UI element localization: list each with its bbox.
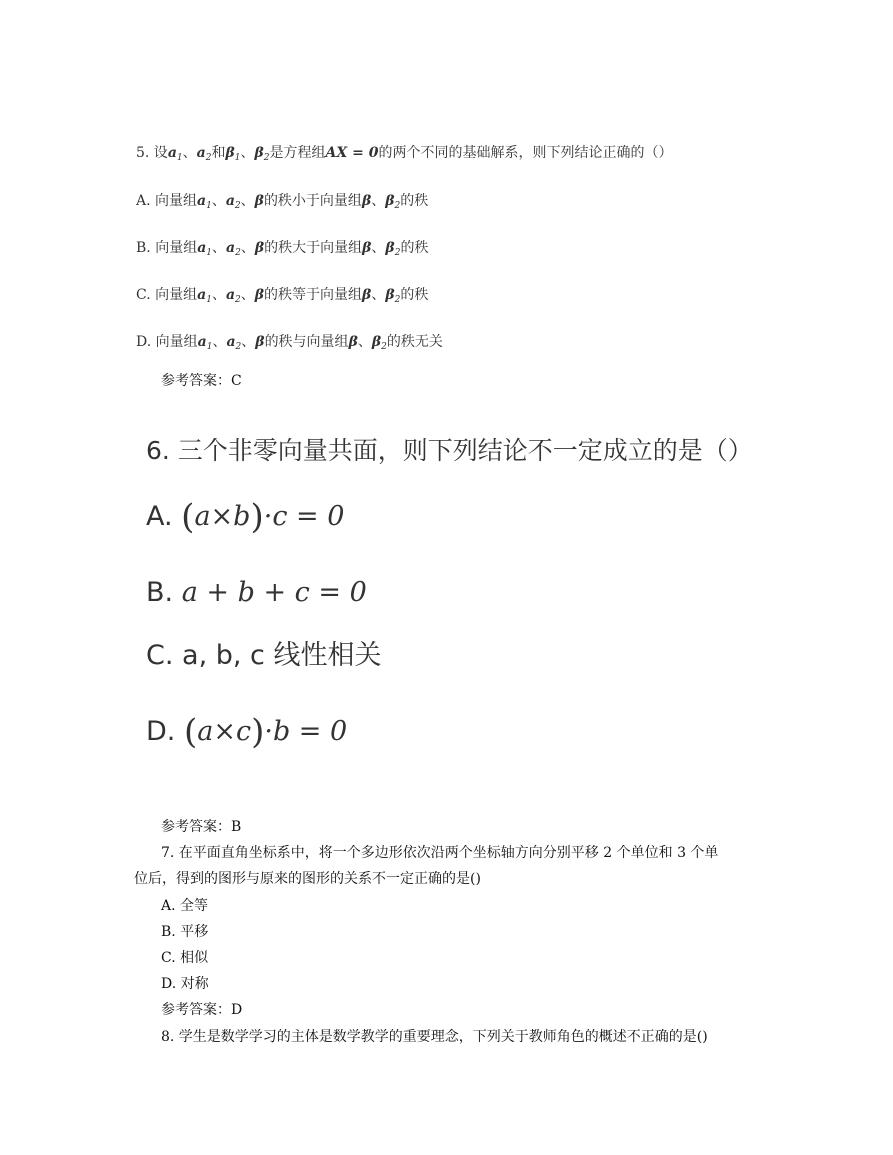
expr-rest: ·c = 0 (263, 501, 345, 532)
sub-1: 1 (206, 342, 213, 352)
beta-symbol: β (254, 193, 264, 209)
comma: 、 (240, 240, 255, 256)
q5-alpha1: a (167, 145, 177, 161)
q6-answer: 参考答案：B (161, 819, 242, 835)
sub-2: 2 (394, 201, 401, 211)
sub-2: 2 (235, 342, 242, 352)
cross-op: × (210, 501, 234, 532)
q5-and: 和 (211, 145, 226, 161)
q6-option-d (146, 712, 348, 752)
option-suffix: 的秩等于向量组 (264, 287, 363, 303)
sub-2: 2 (235, 295, 241, 305)
vector-a: a (194, 501, 211, 532)
sub-1: 1 (206, 201, 212, 211)
comma: 、 (371, 240, 386, 256)
comma: 、 (371, 287, 386, 303)
option-end: 的秩 (400, 287, 429, 303)
comma: 、 (371, 193, 386, 209)
beta-symbol: β (385, 240, 395, 256)
q7-option-c: C. 相似 (161, 950, 209, 966)
alpha-symbol: a (197, 193, 207, 209)
option-end: 的秩 (400, 193, 429, 209)
q5-answer: 参考答案：C (161, 373, 242, 389)
q7-option-b: B. 平移 (161, 924, 209, 940)
vector-c: c (235, 716, 252, 747)
q6-title: 6. 三个非零向量共面，则下列结论不一定成立的是（） (146, 436, 753, 465)
q5-alpha1-sub: 1 (176, 153, 183, 163)
comma: 、 (212, 240, 227, 256)
q7-option-d: D. 对称 (161, 976, 209, 992)
comma: 、 (240, 287, 255, 303)
q5-tail: 的两个不同的基础解系，则下列结论正确的（） (378, 145, 673, 161)
beta-symbol: β (361, 193, 372, 209)
comma: 、 (241, 334, 256, 350)
sub-2: 2 (394, 295, 401, 305)
comma: 、 (357, 334, 372, 350)
sub-2: 2 (235, 248, 241, 258)
alpha-symbol: a (197, 287, 207, 303)
q5-option-d (136, 335, 443, 352)
q5-sep2: 、 (240, 145, 255, 161)
beta-symbol: β (255, 334, 265, 350)
comma: 、 (211, 193, 226, 209)
beta-symbol: β (362, 240, 372, 256)
option-label: A. (146, 501, 182, 532)
right-paren: ) (251, 712, 265, 752)
option-suffix: 的秩与向量组 (264, 334, 349, 350)
alpha-symbol: a (226, 240, 236, 256)
q5-stem (136, 146, 672, 163)
sub-2: 2 (234, 201, 241, 211)
q5-option-c (136, 288, 428, 305)
q5-num: 5. 设 (136, 145, 168, 161)
left-paren: ( (183, 712, 198, 752)
option-prefix: D. 向量组 (136, 334, 198, 350)
cross-op: × (213, 716, 236, 747)
comma: 、 (211, 287, 226, 303)
alpha-symbol: a (225, 287, 236, 303)
sub-2: 2 (394, 248, 401, 258)
option-prefix: C. 向量组 (136, 287, 198, 303)
option-prefix: B. 向量组 (136, 240, 198, 256)
q5-beta2: β (254, 145, 264, 161)
comma: 、 (240, 193, 255, 209)
option-label: D. (146, 716, 184, 747)
q7-stem-line2: 位后，得到的图形与原来的图形的关系不一定正确的是() (134, 871, 481, 887)
sub-2: 2 (381, 342, 387, 352)
alpha-symbol: a (197, 240, 207, 256)
option-prefix: A. 向量组 (136, 193, 198, 209)
beta-symbol: β (371, 334, 382, 350)
alpha-symbol: a (226, 334, 236, 350)
sub-1: 1 (206, 248, 213, 258)
left-paren: ( (181, 497, 195, 537)
q5-equation: AX = 0 (325, 145, 379, 161)
q7-answer: 参考答案：D (161, 1002, 243, 1018)
beta-symbol: β (385, 287, 395, 303)
alpha-symbol: a (197, 334, 207, 350)
comma: 、 (212, 334, 227, 350)
sub-1: 1 (206, 295, 212, 305)
q8-stem-line1: 8. 学生是数学学习的主体是数学教学的重要理念，下列关于教师角色的概述不正确的是() (161, 1029, 708, 1045)
option-label: B. (146, 577, 182, 608)
option-end: 的秩 (400, 240, 429, 256)
q5-mid: 是方程组 (269, 145, 326, 161)
beta-symbol: β (348, 334, 358, 350)
q5-alpha2-sub: 2 (205, 153, 212, 163)
right-paren: ) (250, 497, 264, 537)
q7-stem-line1: 7. 在平面直角坐标系中，将一个多边形依次沿两个坐标轴方向分别平移 2 个单位和 3 个单 (161, 845, 719, 861)
expr-rest: ·b = 0 (264, 716, 348, 747)
beta-symbol: β (385, 193, 395, 209)
option-suffix: 的秩小于向量组 (263, 193, 362, 209)
beta-symbol: β (254, 240, 265, 256)
beta-symbol: β (254, 287, 265, 303)
vector-a: a (197, 716, 214, 747)
option-suffix: 的秩大于向量组 (264, 240, 363, 256)
alpha-symbol: a (225, 193, 235, 209)
option-end: 的秩无关 (386, 334, 443, 350)
q5-alpha2: a (196, 145, 206, 161)
q7-option-a: A. 全等 (161, 898, 209, 914)
vector-b: b (233, 501, 251, 532)
q5-beta1: β (225, 145, 235, 161)
q5-option-a (136, 194, 428, 211)
q5-option-b (136, 241, 428, 258)
q6-option-b (146, 579, 367, 606)
beta-symbol: β (362, 287, 372, 303)
q6-option-c: C. a, b, c 线性相关 (146, 640, 382, 671)
q6-option-a (146, 497, 345, 537)
q5-sep1: 、 (182, 145, 197, 161)
q5-beta1-sub: 1 (234, 153, 241, 163)
option-expression: a + b + c = 0 (181, 577, 367, 608)
q5-beta2-sub: 2 (263, 153, 270, 163)
